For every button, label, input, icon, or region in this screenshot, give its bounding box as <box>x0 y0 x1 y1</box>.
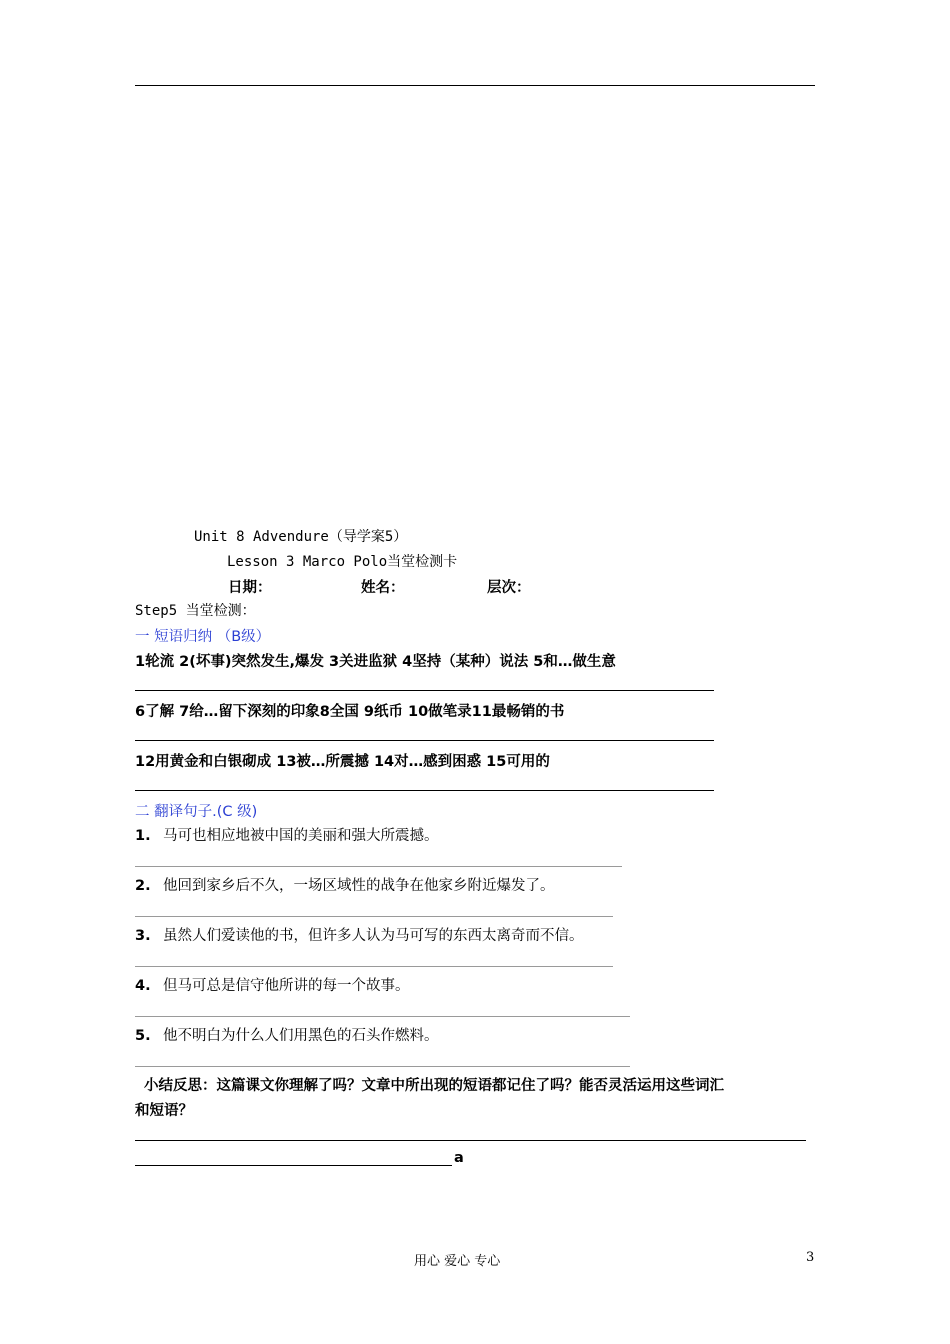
section1-heading: 一 短语归纳 （B级） <box>135 629 271 645</box>
sentence-3 <box>135 924 584 945</box>
translation-line-2[interactable] <box>135 916 613 917</box>
sentence-text: 马可也相应地被中国的美丽和强大所震撼。 <box>163 828 439 844</box>
summary-line-1: 小结反思：这篇课文你理解了吗？文章中所出现的短语都记住了吗？能否灵活运用这些词汇 <box>144 1078 724 1094</box>
answer-line-2[interactable] <box>135 740 714 741</box>
phrase-line-3: 12用黄金和白银砌成 13被…所震撼 14对…感到困惑 15可用的 <box>135 754 550 770</box>
header-rule <box>135 85 815 86</box>
summary-line-2: 和短语？ <box>135 1103 193 1119</box>
level-label: 层次： <box>487 580 531 596</box>
phrase-line-1: 1轮流 2(坏事)突然发生,爆发 3关进监狱 4坚持（某种）说法 5和…做生意 <box>135 654 616 670</box>
date-label: 日期： <box>228 580 272 596</box>
reflection-line-2[interactable] <box>135 1165 452 1166</box>
footer-motto: 用心 爱心 专心 <box>414 1254 501 1269</box>
sentence-text: 他不明白为什么人们用黑色的石头作燃料。 <box>163 1028 439 1044</box>
unit-title: Unit 8 Advendure（导学案5） <box>194 529 408 545</box>
lesson-title: Lesson 3 Marco Polo当堂检测卡 <box>227 554 458 570</box>
step-title: Step5 当堂检测： <box>135 603 256 619</box>
answer-line-1[interactable] <box>135 690 714 691</box>
translation-line-4[interactable] <box>135 1016 630 1017</box>
reflection-line-1[interactable] <box>135 1140 806 1141</box>
sentence-4 <box>135 974 410 995</box>
sentence-5 <box>135 1024 439 1045</box>
phrase-line-2: 6了解 7给…留下深刻的印象8全国 9纸币 10做笔录11最畅销的书 <box>135 704 565 720</box>
sentence-number: 1. <box>135 828 151 844</box>
sentence-number: 5. <box>135 1028 151 1044</box>
translation-line-1[interactable] <box>135 866 622 867</box>
section2-heading: 二 翻译句子.(C 级) <box>135 804 258 820</box>
sentence-text: 但马可总是信守他所讲的每一个故事。 <box>163 978 410 994</box>
answer-line-3[interactable] <box>135 790 714 791</box>
name-label: 姓名： <box>361 580 405 596</box>
sentence-text: 他回到家乡后不久，一场区域性的战争在他家乡附近爆发了。 <box>163 878 555 894</box>
sentence-number: 4. <box>135 978 151 994</box>
sentence-number: 2. <box>135 878 151 894</box>
sentence-2 <box>135 874 555 895</box>
sentence-text: 虽然人们爱读他的书，但许多人认为马可写的东西太离奇而不信。 <box>163 928 584 944</box>
page-number: 3 <box>806 1250 815 1265</box>
trail-char: a <box>454 1150 464 1166</box>
sentence-number: 3. <box>135 928 151 944</box>
translation-line-5[interactable] <box>135 1066 630 1067</box>
translation-line-3[interactable] <box>135 966 613 967</box>
sentence-1 <box>135 824 439 845</box>
